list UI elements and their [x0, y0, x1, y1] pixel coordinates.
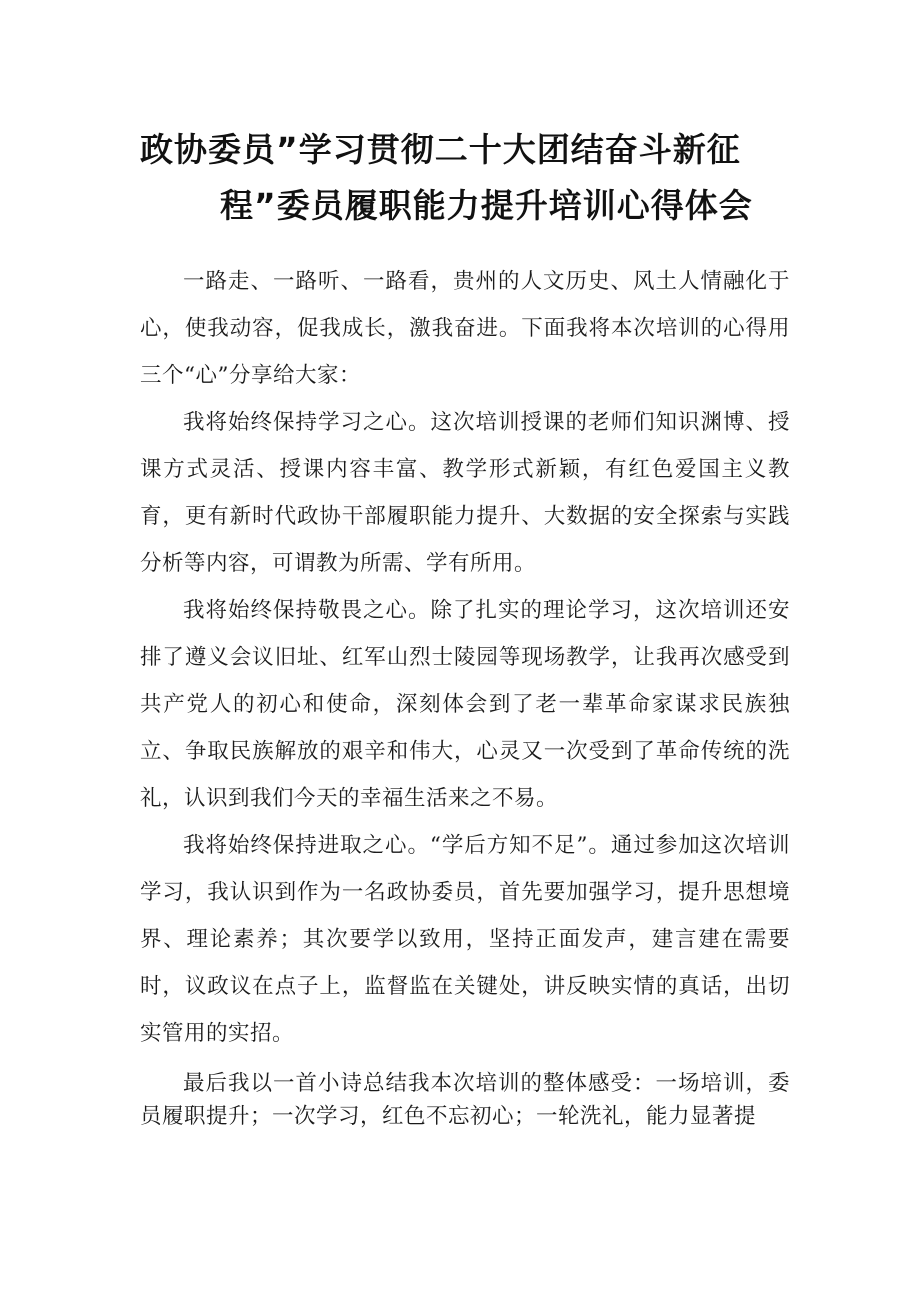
document-body: [140, 258, 790, 1133]
title-line-1: 政协委员”学习贯彻二十大团结奋斗新征: [140, 130, 741, 169]
paragraph-learning-heart: 我将始终保持学习之心。这次培训授课的老师们知识渊博、授课方式灵活、授课内容丰富、教学形式新颖，有红色爱国主义教育，更有新时代政协干部履职能力提升、大数据的安全探索与实践分析等内容，可谓教为所需、学有所用。: [140, 410, 790, 576]
paragraph-conclusion: 最后我以一首小诗总结我本次培训的整体感受：一场培训，委员履职提升；一次学习，红色不忘初心；一轮洗礼，能力显著提: [140, 1071, 790, 1129]
paragraph-progress-heart: 我将始终保持进取之心。“学后方知不足”。通过参加这次培训学习，我认识到作为一名政协委员，首先要加强学习，提升思想境界、理论素养；其次要学以致用，坚持正面发声，建言建在需要时，议政议在点子上，监督监在关键处，讲反映实情的真话，出切实管用的实招。: [140, 833, 790, 1046]
document-title: [140, 122, 800, 234]
paragraph-reverence-heart: 我将始终保持敬畏之心。除了扎实的理论学习，这次培训还安排了遵义会议旧址、红军山烈士陵园等现场教学，让我再次感受到共产党人的初心和使命，深刻体会到了老一辈革命家谋求民族独立、争取民族解放的艰辛和伟大，心灵又一次受到了革命传统的洗礼，认识到我们今天的幸福生活来之不易。: [140, 598, 790, 811]
title-line-2: 程”委员履职能力提升培训心得体会: [220, 186, 753, 225]
paragraph-intro: 一路走、一路听、一路看，贵州的人文历史、风土人情融化于心，使我动容，促我成长，激我奋进。下面我将本次培训的心得用三个“心”分享给大家：: [140, 269, 790, 388]
